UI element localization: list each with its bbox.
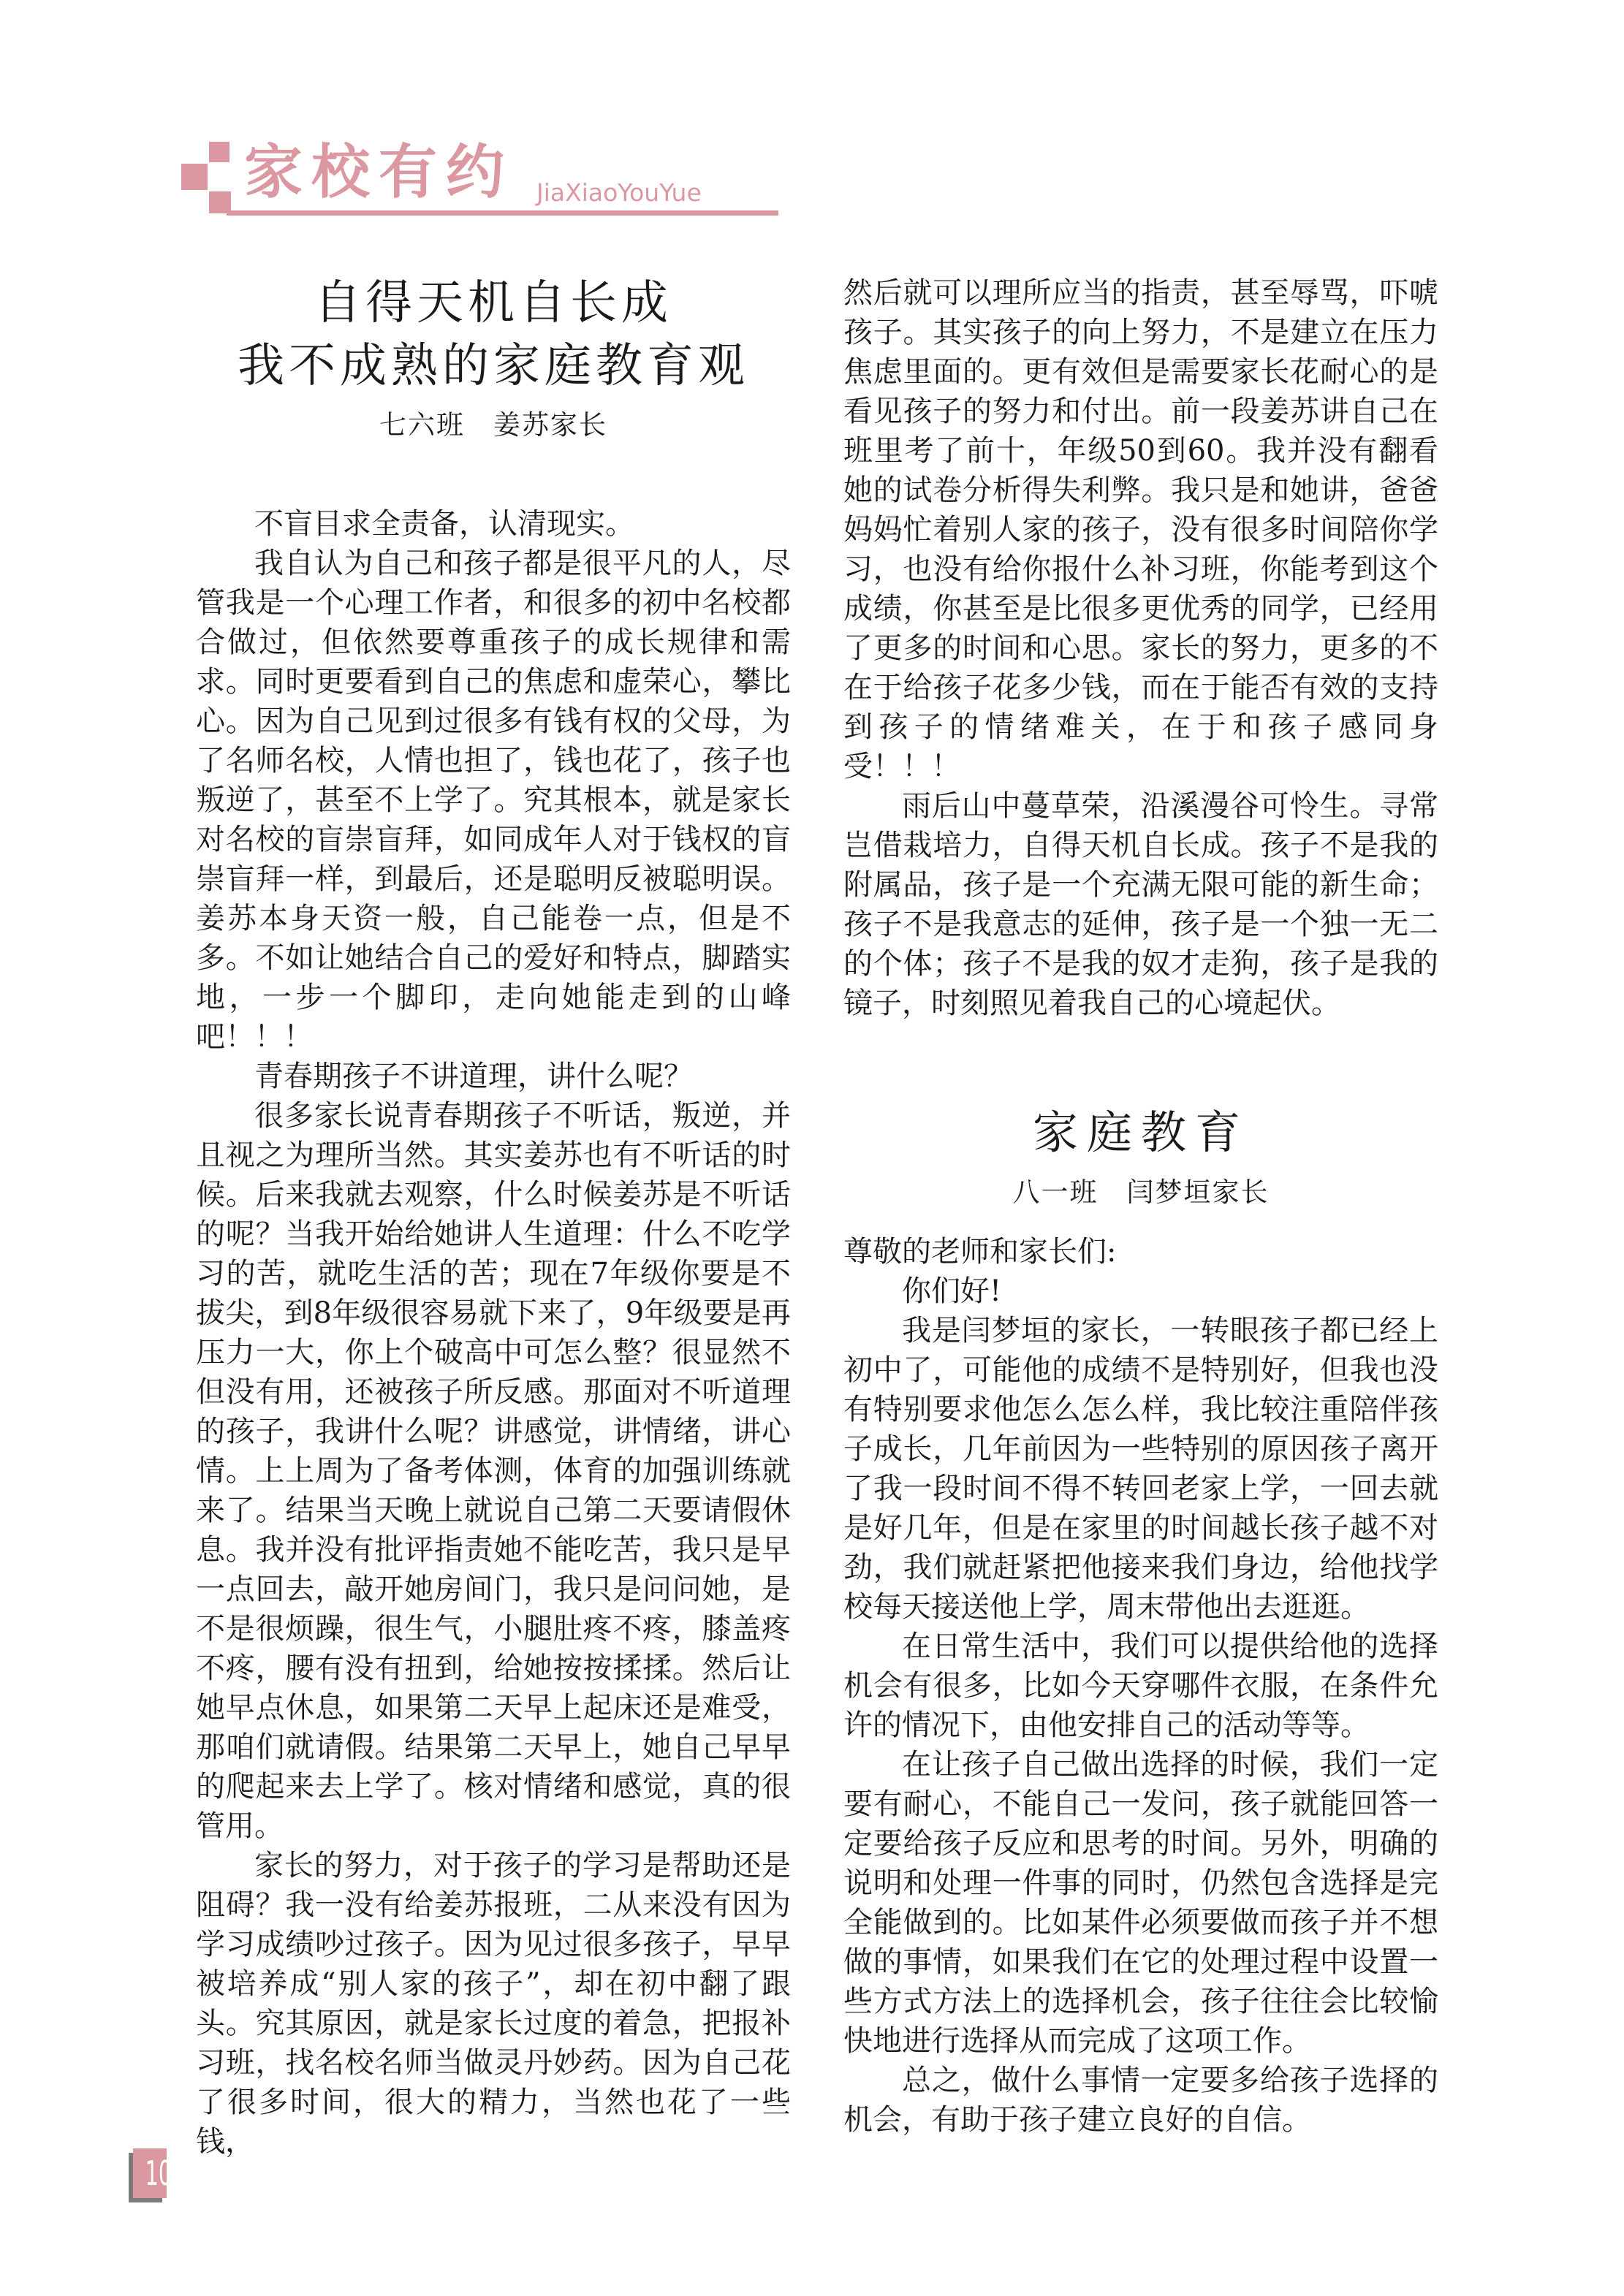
logo-underline [227, 210, 778, 216]
section-subtitle: JiaXiaoYouYue [536, 178, 702, 207]
paragraph: 你们好! [902, 1274, 1002, 1308]
paragraph: 青春期孩子不讲道理，讲什么呢？ [254, 1060, 693, 1093]
article1-title [196, 272, 791, 398]
paragraph: 在让孩子自己做出选择的时候，我们一定要有耐心，不能自己一发问，孩子就能回答一定要给孩子反应和思考的时间。另外，明确的说明和处理一件事的同时，仍然包含选择是完全能做到的。比如某件必须要做而孩子并不想做的事情，如果我们在它的处理过程中设置一些方式方法上的选择机会，孩子往往会比较愉快地进行选择从而完成了这项工作。 [843, 1748, 1438, 2058]
paragraph: 很多家长说青春期孩子不听话，叛逆，并且视之为理所当然。其实姜苏也有不听话的时候。后来我就去观察，什么时候姜苏是不听话的呢？当我开始给她讲人生道理：什么不吃学习的苦，就吃生活的苦；现在7年级你要是不拔尖，到8年级很容易就下来了，9年级要是再压力一大，你上个破高中可怎么整？很显然不但没有用，还被孩子所反感。那面对不听道理的孩子，我讲什么呢？讲感觉，讲情绪，讲心情。上上周为了备考体测，体育的加强训练就来了。结果当天晚上就说自己第二天要请假休息。我并没有批评指责她不能吃苦，我只是早一点回去，敲开她房间门，我只是问问她，是不是很烦躁，很生气，小腿肚疼不疼，膝盖疼不疼，腰有没有扭到，给她按按揉揉。然后让她早点休息，如果第二天早上起床还是难受，那咱们就请假。结果第二天早上，她自己早早的爬起来去上学了。核对情绪和感觉，真的很管用。 [196, 1099, 791, 1843]
section-logo [181, 140, 839, 221]
paragraph: 在日常生活中，我们可以提供给他的选择机会有很多，比如今天穿哪件衣服，在条件允许的情况下，由他安排自己的活动等等。 [843, 1630, 1438, 1742]
right-column [843, 273, 1438, 2140]
checker-squares-icon [181, 142, 232, 215]
paragraph: 尊敬的老师和家长们: [843, 1235, 1117, 1269]
paragraph: 雨后山中蔓草荣，沿溪漫谷可怜生。寻常岂借栽培力，自得天机自长成。孩子不是我的附属品，孩子是一个充满无限可能的新生命；孩子不是我意志的延伸，孩子是一个独一无二的个体；孩子不是我的奴才走狗，孩子是我的镜子，时刻照见着我自己的心境起伏。 [843, 789, 1438, 1020]
paragraph: 我是闫梦垣的家长，一转眼孩子都已经上初中了，可能他的成绩不是特别好，但我也没有特别要求他怎么怎么样，我比较注重陪伴孩子成长，几年前因为一些特别的原因孩子离开了我一段时间不得不转回老家上学，一回去就是好几年，但是在家里的时间越长孩子越不对劲，我们就赶紧把他接来我们身边，给他找学校每天接送他上学，周末带他出去逛逛。 [843, 1314, 1438, 1624]
paragraph: 总之，做什么事情一定要多给孩子选择的机会，有助于孩子建立良好的自信。 [843, 2064, 1438, 2137]
article2-byline: 八一班 闫梦垣家长 [1012, 1176, 1270, 1208]
article2-title: 家庭教育 [1032, 1106, 1249, 1159]
checker-square-middle [181, 164, 208, 190]
article1-title-line1: 自得天机自长成 [314, 276, 672, 330]
section-title: 家校有约 [244, 138, 513, 206]
page-number: 107 [145, 2154, 186, 2193]
paragraph: 不盲目求全责备，认清现实。 [254, 507, 634, 541]
paragraph: 然后就可以理所应当的指责，甚至辱骂，吓唬孩子。其实孩子的向上努力，不是建立在压力焦虑里面的。更有效但是需要家长花耐心的是看见孩子的努力和付出。前一段姜苏讲自己在班里考了前十，年级50到60。我并没有翻看她的试卷分析得失利弊。我只是和她讲，爸爸妈妈忙着别人家的孩子，没有很多时间陪你学习，也没有给你报什么补习班，你能考到这个成绩，你甚至是比很多更优秀的同学，已经用了更多的时间和心思。家长的努力，更多的不在于给孩子花多少钱，而在于能否有效的支持到孩子的情绪难关，在于和孩子感同身受！！！ [843, 276, 1438, 783]
left-column [196, 272, 791, 2162]
page-number-badge [133, 2148, 186, 2198]
checker-square-top [209, 142, 229, 162]
article1-byline: 七六班 姜苏家长 [379, 409, 607, 441]
paragraph: 家长的努力，对于孩子的学习是帮助还是阻碍？我一没有给姜苏报班，二从来没有因为学习成绩吵过孩子。因为见过很多孩子，早早被培养成“别人家的孩子”，却在初中翻了跟头。究其原因，就是家长过度的着急，把报补习班，找名校名师当做灵丹妙药。因为自己花了很多时间，很大的精力，当然也花了一些钱， [196, 1849, 791, 2159]
article1-body-left [196, 504, 791, 2162]
article1-title-line2: 我不成熟的家庭教育观 [238, 339, 749, 393]
paragraph: 我自认为自己和孩子都是很平凡的人，尽管我是一个心理工作者，和很多的初中名校都合做过，但依然要尊重孩子的成长规律和需求。同时更要看到自己的焦虑和虚荣心，攀比心。因为自己见到过很多有钱有权的父母，为了名师名校，人情也担了，钱也花了，孩子也叛逆了，甚至不上学了。究其根本，就是家长对名校的盲崇盲拜，如同成年人对于钱权的盲崇盲拜一样，到最后，还是聪明反被聪明误。姜苏本身天资一般，自己能卷一点，但是不多。不如让她结合自己的爱好和特点，脚踏实地，一步一个脚印，走向她能走到的山峰吧！！！ [196, 547, 791, 1054]
